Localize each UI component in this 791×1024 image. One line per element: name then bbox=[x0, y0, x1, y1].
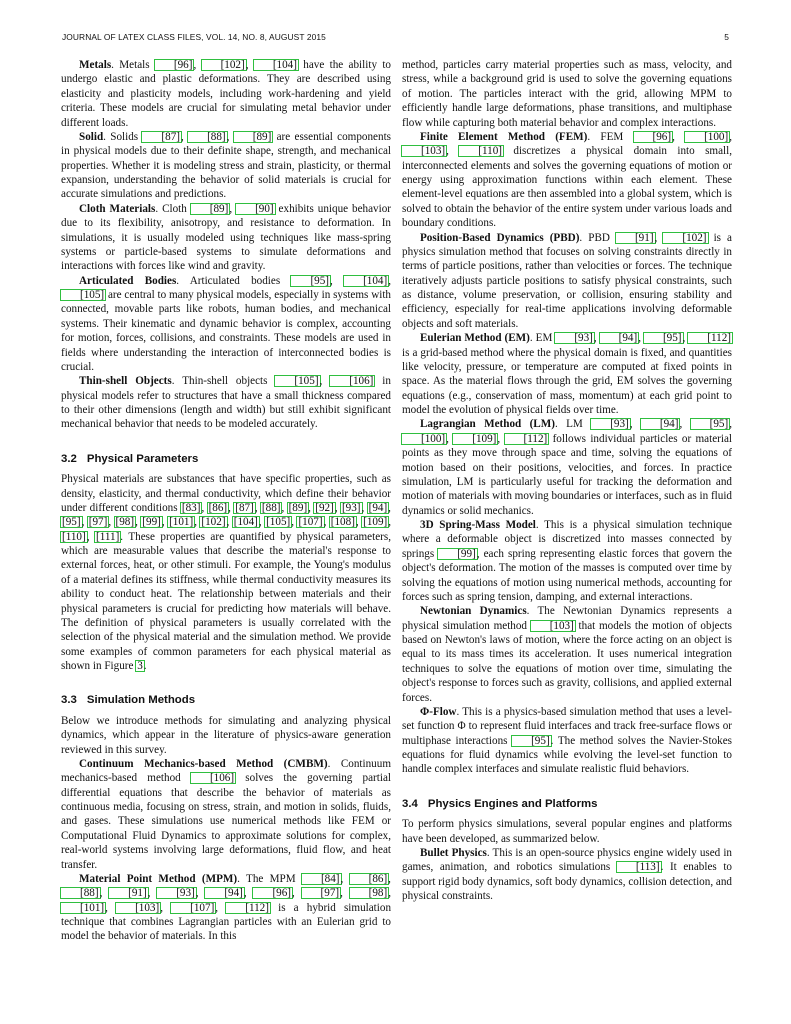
body-text: is a grid-based method where the physical domain is fixed, and quantities like velocity, pressure, or temperature are computed at fixed points in space. As the material flows through the grid, EM solves the governing equations (e.g., conservation of mass, momentum) at each grid point to model the evolution of physical fields over time. bbox=[402, 346, 732, 416]
citation-link[interactable]: [94] bbox=[368, 501, 388, 514]
citation-link[interactable]: [101] bbox=[61, 903, 105, 913]
section-heading-3-3 bbox=[61, 693, 391, 707]
citation-link[interactable]: [88] bbox=[188, 132, 227, 142]
body-text: discretizes a physical domain into small, interconnected elements and solves the governing equations of motion or energy using approximation functions within each element. These element-level equations are then assembled into a global system, which is solved to obtain the behavior of the entire system under various loads and boundary conditions. bbox=[402, 145, 732, 230]
citation-link[interactable]: [98] bbox=[350, 888, 389, 898]
citation-link[interactable]: [88] bbox=[61, 888, 100, 898]
citation-link[interactable]: [93] bbox=[555, 333, 594, 343]
citation-group: [105], [106] bbox=[275, 375, 374, 387]
citation-link[interactable]: [95] bbox=[691, 419, 730, 429]
lead-text: . Continuum mechanics-based method bbox=[61, 757, 391, 785]
citation-link[interactable]: [99] bbox=[438, 549, 477, 559]
citation-link[interactable]: [88] bbox=[261, 501, 281, 514]
citation-group bbox=[191, 772, 235, 784]
citation-link[interactable]: [89] bbox=[234, 132, 273, 142]
section-number: 3.4 bbox=[402, 797, 418, 810]
citation-link[interactable]: [89] bbox=[191, 204, 230, 214]
body-text: is a physics simulation method that focuses on solving constraints directly in terms of particle positions, rather than velocities or forces. The technique iteratively adjusts particle positions to satisfy physical constraints, such as distance, volume preservation, or collision, ensuring stability and efficiency, especially for real-time applications involving deformable objects and soft materials. bbox=[402, 231, 732, 330]
body-text: that models the motion of objects based on Newton's laws of motion, where the force acting on an object is equal to its mass times its acceleration. It uses numerical integration techniques to solve the equations of motion over time, simulating the object's response to forces such as gravity, collisions, and applied external forces. bbox=[402, 619, 732, 704]
citation-link[interactable]: [107] bbox=[298, 516, 323, 529]
citation-link[interactable]: [83] bbox=[181, 501, 201, 514]
citation-link[interactable]: [105] bbox=[266, 516, 291, 529]
paragraph-phiflow bbox=[402, 705, 732, 777]
body-text: Physical materials are substances that have specific properties, such as density, elasticity, and thermal conductivity, which define their behavior under different conditions bbox=[61, 473, 391, 514]
citation-link[interactable]: [110] bbox=[62, 530, 86, 543]
citation-link[interactable]: [113] bbox=[617, 862, 661, 872]
lead-text: . This is a physical simulation technique where a deformable object is discretized into masses connected by springs bbox=[402, 519, 732, 560]
citation-link[interactable]: [100] bbox=[685, 132, 729, 142]
citation-link[interactable]: [109] bbox=[363, 516, 388, 529]
citation-link[interactable]: [95] bbox=[62, 516, 81, 529]
citation-link[interactable]: [112] bbox=[688, 333, 732, 343]
citation-link[interactable]: [108] bbox=[330, 516, 355, 529]
citation-link[interactable]: [87] bbox=[142, 132, 181, 142]
citation-link[interactable]: [96] bbox=[634, 132, 673, 142]
citation-link[interactable]: [95] bbox=[291, 276, 330, 286]
lead-text: . Cloth bbox=[155, 202, 191, 215]
citation-group: [87], [88], [89] bbox=[142, 131, 272, 143]
citation-link[interactable]: [97] bbox=[88, 516, 108, 529]
term-fem: Finite Element Method (FEM) bbox=[420, 130, 588, 143]
right-column bbox=[402, 58, 732, 903]
citation-link[interactable]: [86] bbox=[350, 874, 389, 884]
citation-link[interactable]: [91] bbox=[616, 233, 655, 243]
citation-link[interactable]: [103] bbox=[531, 621, 575, 631]
citation-group bbox=[531, 620, 575, 632]
citation-link[interactable]: [84] bbox=[302, 874, 341, 884]
citation-link[interactable]: [93] bbox=[157, 888, 196, 898]
citation-link[interactable]: [104] bbox=[254, 60, 298, 70]
citation-group: [84], [86], [88], [91], [93], [94], [96], [97], [98], [101], [103], [107], [112] bbox=[61, 873, 391, 914]
citation-link[interactable]: [96] bbox=[155, 60, 194, 70]
lead-text: . PBD bbox=[579, 231, 616, 244]
citation-group: [91], [102] bbox=[616, 232, 708, 244]
term-cmbm: Continuum Mechanics-based Method (CMBM) bbox=[79, 757, 328, 770]
term-mpm: Material Point Method (MPM) bbox=[79, 872, 238, 885]
citation-link[interactable]: [106] bbox=[330, 376, 374, 386]
left-column bbox=[61, 58, 391, 944]
paragraph-cmbm bbox=[61, 757, 391, 872]
citation-link[interactable]: [105] bbox=[275, 376, 319, 386]
lead-text: . This is a physics-based simulation method that uses a level-set function Φ to represent fluid interfaces and track free-surface flows or multiphase interactions bbox=[402, 705, 732, 747]
body-text: . These properties are quantified by physical parameters, which are measurable values that describe the material's response to external forces, heat, or other stimuli. For example, the Young's modulus of a material defines its stiffness, while thermal conductivity measures its ability to conduct heat. The relationship between materials and their physical parameters is crucial for predicting how materials will behave. The definition of physical parameters is usually correlated with the selection of the physical material and the simulation method. We provide some examples of common parameters for each physical material as shown in Figure bbox=[61, 530, 391, 672]
figure-link[interactable]: 3 bbox=[137, 660, 143, 672]
citation-link[interactable]: [109] bbox=[453, 434, 497, 444]
body-text: exhibits unique behavior due to its flexibility, anisotropy, and resistance to deformation. In simulations, it is usually modeled using techniques like mass-spring systems or particle-based systems to simulate deformations and interactions with forces like wind and gravity. bbox=[61, 202, 392, 273]
citation-link[interactable]: [102] bbox=[202, 60, 246, 70]
body-text: have the ability to undergo elastic and plastic deformations. They are described using elasticity and plasticity models, including work-hardening and yield criteria. These models are crucial for simulating metal behavior under different loads. bbox=[61, 59, 391, 129]
citation-link[interactable]: [103] bbox=[116, 903, 160, 913]
citation-group bbox=[617, 861, 661, 873]
citation-link[interactable]: [92] bbox=[315, 501, 334, 514]
citation-link[interactable]: [94] bbox=[205, 888, 244, 898]
body-text: are central to many physical models, especially in systems with connected, movable parts like robots, human bodies, and mechanical systems. Their kinematic and dynamic behavior is complex, accounting for motion, forces, collisions, and constraints. These models are used in fields where understanding the interaction of interconnected bodies is crucial. bbox=[61, 289, 391, 373]
lead-text: . Thin-shell objects bbox=[171, 375, 276, 388]
section-title: Physics Engines and Platforms bbox=[427, 797, 598, 810]
citation-link[interactable]: [102] bbox=[663, 233, 707, 243]
citation-group: [96], [100], [103], [110] bbox=[402, 131, 732, 157]
page-number: 5 bbox=[724, 32, 729, 42]
body-text: , each spring representing elastic forces that govern the object's deformation. The motion of the masses is computed over time by solving the equations of motion using numerical methods, accounting for forces such as spring tension, damping, and external interactions. bbox=[402, 547, 732, 603]
term-pbd: Position-Based Dynamics (PBD) bbox=[420, 231, 580, 244]
citation-link[interactable]: [98] bbox=[115, 516, 135, 529]
citation-link[interactable]: [97] bbox=[302, 888, 341, 898]
paragraph-bullet bbox=[402, 846, 732, 904]
citation-group: [89], [90] bbox=[191, 203, 275, 215]
citation-link[interactable]: [110] bbox=[459, 146, 503, 156]
citation-link[interactable]: [89] bbox=[288, 501, 308, 514]
running-header bbox=[62, 32, 729, 46]
term-em: Eulerian Method (EM) bbox=[420, 332, 530, 345]
citation-link[interactable]: [93] bbox=[341, 501, 361, 514]
term-articulated: Articulated Bodies bbox=[79, 274, 177, 287]
citation-link[interactable]: [94] bbox=[641, 419, 680, 429]
citation-link[interactable]: [95] bbox=[512, 736, 551, 746]
lead-text: . This is an open-source physics engine widely used in games, animation, and robotics simulations bbox=[402, 846, 732, 874]
paragraph-fem bbox=[402, 130, 732, 231]
term-newtonian: Newtonian Dynamics bbox=[420, 605, 527, 618]
citation-link[interactable]: [95] bbox=[644, 333, 683, 343]
citation-link[interactable]: [106] bbox=[191, 773, 235, 783]
citation-link[interactable]: [94] bbox=[600, 333, 639, 343]
lead-text: . Solids bbox=[103, 130, 143, 143]
section-number: 3.3 bbox=[61, 694, 77, 707]
section-number: 3.2 bbox=[61, 452, 77, 465]
citation-link[interactable]: [112] bbox=[226, 903, 270, 913]
lead-text: . The Newtonian Dynamics represents a physical simulation method bbox=[402, 605, 732, 632]
citation-link[interactable]: [105] bbox=[61, 290, 105, 300]
citation-group bbox=[438, 548, 477, 560]
body-text: . It enables to support rigid body dynamics, soft body dynamics, collision detection, and physical constraints. bbox=[402, 861, 732, 902]
lead-text: . The MPM bbox=[237, 872, 302, 885]
citation-link[interactable]: [102] bbox=[201, 516, 226, 529]
citation-link[interactable]: [93] bbox=[591, 419, 630, 429]
citation-link[interactable]: [96] bbox=[253, 888, 292, 898]
paragraph-physical-parameters bbox=[61, 472, 391, 673]
citation-group: [96], [102], [104] bbox=[155, 59, 298, 71]
citation-link[interactable]: [90] bbox=[236, 204, 275, 214]
section-heading-3-4 bbox=[402, 797, 732, 811]
citation-link[interactable]: [103] bbox=[402, 146, 446, 156]
citation-link[interactable]: [87] bbox=[235, 501, 254, 514]
paragraph-solid bbox=[61, 130, 391, 202]
lead-text: . Articulated bodies bbox=[176, 274, 292, 287]
body-text: . bbox=[143, 660, 147, 672]
paragraph-metals bbox=[61, 58, 391, 130]
term-cloth: Cloth Materials bbox=[79, 202, 156, 215]
paragraph-cloth bbox=[61, 202, 391, 274]
lead-text: . Metals bbox=[111, 59, 155, 71]
paragraph-mpm bbox=[61, 872, 391, 944]
term-thinshell: Thin-shell Objects bbox=[79, 375, 172, 388]
paragraph-newtonian bbox=[402, 604, 732, 705]
body-text: are essential components in physical models due to their definite shape, strength, and mechanical properties. Whether it is modeling stress and strain, plasticity, or thermal expansion, understanding the behavior of solid materials is crucial for accurate simulations and predictions. bbox=[61, 130, 392, 201]
paragraph-sim-intro: Below we introduce methods for simulating and analyzing physical dynamics, which appear in the literature of physics-aware generation reviewed in this survey. bbox=[61, 714, 391, 756]
citation-group: [83], [86], [87], [88], [89], [92], [93], [94], [95], [97], [98], [99], [101], [102], [104], [105], [107], [108], [109], [110], [111] bbox=[62, 501, 392, 543]
citation-group bbox=[512, 735, 551, 747]
lead-text: . LM bbox=[554, 418, 592, 431]
citation-link[interactable]: [104] bbox=[344, 276, 388, 286]
paragraph-em bbox=[402, 331, 732, 417]
term-phiflow: Φ-Flow bbox=[420, 705, 457, 718]
section-title: Simulation Methods bbox=[86, 694, 196, 707]
citation-link[interactable]: [101] bbox=[169, 516, 194, 529]
term-bullet: Bullet Physics bbox=[420, 846, 487, 859]
paragraph-thinshell bbox=[61, 374, 391, 432]
term-lm: Lagrangian Method (LM) bbox=[420, 418, 555, 431]
term-spring-mass: 3D Spring-Mass Model bbox=[420, 519, 536, 531]
citation-link[interactable]: [99] bbox=[142, 516, 161, 529]
paragraph-articulated bbox=[61, 274, 391, 375]
citation-link[interactable]: [112] bbox=[505, 434, 549, 444]
citation-link[interactable]: [111] bbox=[95, 530, 120, 543]
body-text: solves the governing partial differential equations that describe the behavior of materials as continuous media, focusing on stress, strain, and motion in solids, fluids, and gases. These simulations use numerical methods like FEM or Computational Fluid Dynamics to approximate solutions for complex, real-world systems involving large deformations, fluid flow, and heat transfer. bbox=[61, 772, 391, 871]
paragraph-engines-intro: To perform physics simulations, several popular engines and platforms have been developed, as summarized below. bbox=[402, 818, 732, 845]
citation-link[interactable]: [86] bbox=[208, 501, 228, 514]
citation-group: [95], [104], [105] bbox=[61, 275, 391, 301]
lead-text: . EM bbox=[529, 332, 556, 345]
paragraph-pbd bbox=[402, 231, 732, 332]
term-solid: Solid bbox=[79, 130, 104, 143]
term-metals: Metals bbox=[79, 59, 112, 71]
journal-title: JOURNAL OF LATEX CLASS FILES, VOL. 14, NO. 8, AUGUST 2015 bbox=[62, 32, 326, 42]
citation-group: [93], [94], [95], [112] bbox=[555, 332, 732, 344]
citation-link[interactable]: [107] bbox=[171, 903, 215, 913]
citation-link[interactable]: [91] bbox=[109, 888, 148, 898]
paragraph-spring-mass bbox=[402, 518, 732, 604]
paragraph-lm bbox=[402, 417, 732, 518]
lead-text: . FEM bbox=[587, 130, 634, 143]
citation-link[interactable]: [100] bbox=[402, 434, 446, 444]
citation-group: [93], [94], [95], [100], [109], [112] bbox=[402, 418, 732, 444]
body-text: in physical models refer to structures that have a small thickness compared to their other dimensions (length and width) but still exhibit significant mechanical behavior that needs to be modeled accurately. bbox=[61, 375, 391, 431]
body-text: is a hybrid simulation technique that combines Lagrangian particles with an Eulerian grid to model the behavior of materials. In this bbox=[61, 901, 392, 943]
body-text: follows individual particles or material points as they move through space and time, solving the equations of motion based on their positions, velocities, and forces. In practice simulation, LM is particularly useful for tracking the deformation and motion of materials with moving boundaries or interfaces, such as in fluid dynamics or solid mechanics. bbox=[402, 432, 732, 517]
body-text: . The method solves the Navier-Stokes equations for fluid dynamics while evolving the level-set function to handle complex interfaces and simulate realistic fluid behaviors. bbox=[402, 734, 733, 776]
citation-link[interactable]: [104] bbox=[233, 516, 258, 529]
section-title: Physical Parameters bbox=[86, 452, 199, 465]
paragraph-mpm-continued: method, particles carry material properties such as mass, velocity, and stress, while a background grid is used to solve the governing equations of motion. The particles interact with the grid, allowing MPM to efficiently handle large deformations, phase transitions, and multiphase flow while capturing both material behavior and complex interactions. bbox=[402, 59, 732, 129]
section-heading-3-2 bbox=[61, 452, 391, 466]
